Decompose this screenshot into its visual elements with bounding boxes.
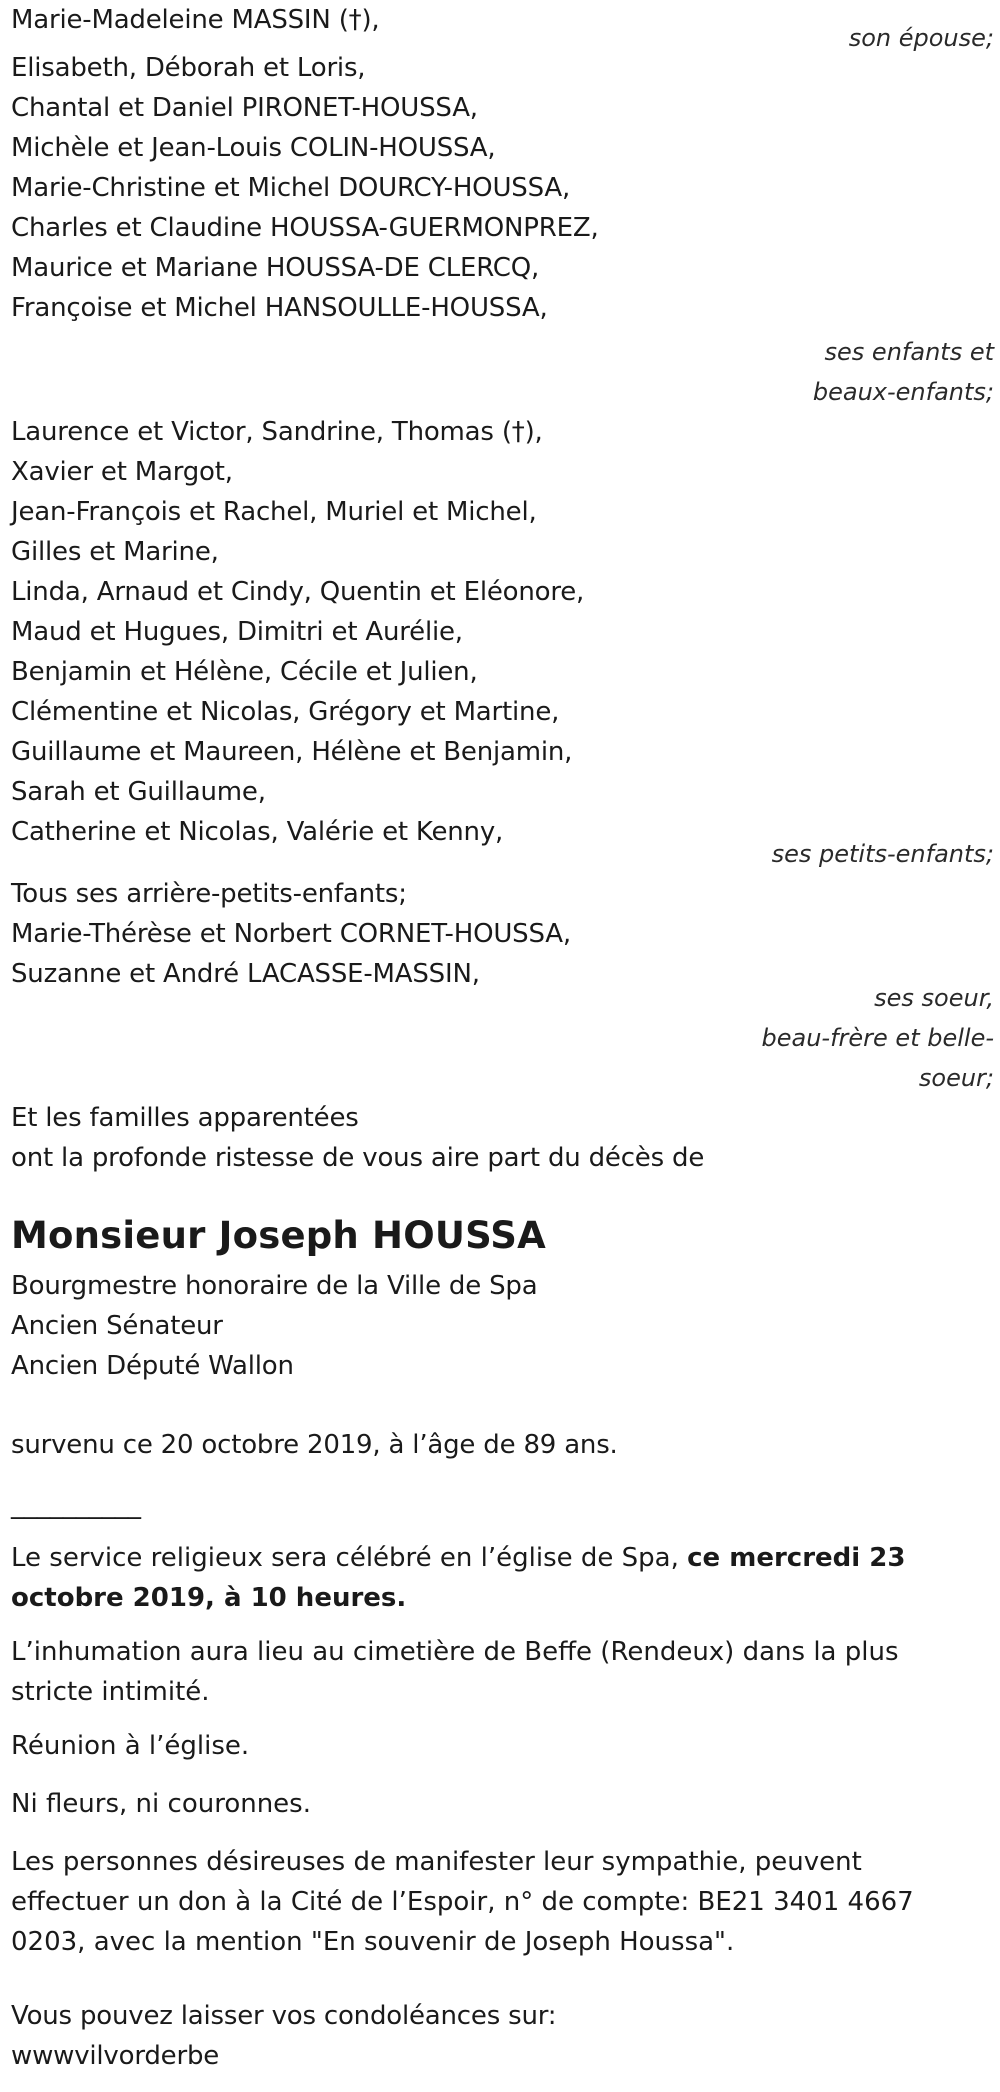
grandchild-line: Jean-François et Rachel, Muriel et Michel, bbox=[11, 497, 537, 527]
children-section bbox=[11, 48, 994, 328]
child-line: Charles et Claudine HOUSSA-GUERMONPREZ, bbox=[11, 213, 599, 243]
spouse-relation: son épouse; bbox=[848, 24, 994, 52]
death-line: survenu ce 20 octobre 2019, à l’âge de 89 ans. bbox=[11, 1430, 618, 1460]
deceased-titles bbox=[11, 1266, 994, 1386]
children-relation-line: ses enfants et bbox=[824, 338, 994, 366]
siblings-relation-line: soeur; bbox=[918, 1064, 994, 1092]
meeting-paragraph: Réunion à l’église. bbox=[11, 1731, 250, 1761]
spouse-line: Marie-Madeleine MASSIN (†), bbox=[11, 5, 380, 35]
siblings-relation-line: ses soeur, bbox=[874, 984, 994, 1012]
deceased-title: Ancien Sénateur bbox=[11, 1311, 223, 1341]
donation-paragraph: Les personnes désireuses de manifester leur sympathie, peuvent effectuer un don à la Cité de l’Espoir, n° de compte: BE21 3401 4667 0203, avec la mention "En souvenir de Joseph Houssa". bbox=[11, 1847, 914, 1957]
condolences-link[interactable]: wwwvilvorderbe bbox=[11, 2041, 220, 2071]
grandchild-line: Clémentine et Nicolas, Grégory et Martine, bbox=[11, 697, 560, 727]
service-paragraph bbox=[11, 1538, 971, 1618]
child-line: Maurice et Mariane HOUSSA-DE CLERCQ, bbox=[11, 253, 540, 283]
siblings-relation-line: beau-frère et belle- bbox=[761, 1024, 994, 1052]
child-line: Françoise et Michel HANSOULLE-HOUSSA, bbox=[11, 293, 548, 323]
child-line: Elisabeth, Déborah et Loris, bbox=[11, 53, 366, 83]
condolences-section bbox=[11, 1996, 994, 2076]
grandchildren-section bbox=[11, 412, 994, 852]
deceased-title: Ancien Député Wallon bbox=[11, 1351, 294, 1381]
divider: __________ bbox=[11, 1490, 141, 1520]
sibling-line: Marie-Thérèse et Norbert CORNET-HOUSSA, bbox=[11, 919, 571, 949]
child-line: Michèle et Jean-Louis COLIN-HOUSSA, bbox=[11, 133, 496, 163]
sibling-line: Suzanne et André LACASSE-MASSIN, bbox=[11, 959, 480, 989]
deceased-name: Monsieur Joseph HOUSSA bbox=[11, 1214, 546, 1257]
grandchild-line: Benjamin et Hélène, Cécile et Julien, bbox=[11, 657, 478, 687]
closing-line: Et les familles apparentées bbox=[11, 1103, 359, 1133]
flowers-paragraph: Ni fleurs, ni couronnes. bbox=[11, 1789, 311, 1819]
burial-paragraph: L’inhumation aura lieu au cimetière de Beffe (Rendeux) dans la plus stricte intimité. bbox=[11, 1637, 899, 1707]
child-line: Marie-Christine et Michel DOURCY-HOUSSA, bbox=[11, 173, 571, 203]
deceased-title: Bourgmestre honoraire de la Ville de Spa bbox=[11, 1271, 538, 1301]
grandchild-line: Sarah et Guillaume, bbox=[11, 777, 266, 807]
child-line: Chantal et Daniel PIRONET-HOUSSA, bbox=[11, 93, 478, 123]
condolences-label: Vous pouvez laisser vos condoléances sur: bbox=[11, 2001, 557, 2031]
grandchild-line: Catherine et Nicolas, Valérie et Kenny, bbox=[11, 817, 504, 847]
closing-section bbox=[11, 1098, 994, 1178]
service-text: Le service religieux sera célébré en l’église de Spa, bbox=[11, 1543, 688, 1573]
children-relation-line: beaux-enfants; bbox=[812, 378, 994, 406]
grandchild-line: Linda, Arnaud et Cindy, Quentin et Eléonore, bbox=[11, 577, 585, 607]
grandchild-line: Maud et Hugues, Dimitri et Aurélie, bbox=[11, 617, 463, 647]
grandchild-line: Gilles et Marine, bbox=[11, 537, 219, 567]
siblings-section bbox=[11, 874, 994, 994]
grandchild-line: Guillaume et Maureen, Hélène et Benjamin, bbox=[11, 737, 573, 767]
sibling-line: Tous ses arrière-petits-enfants; bbox=[11, 879, 407, 909]
service-date: ce mercredi 23 octobre 2019, à 10 heures. bbox=[11, 1543, 906, 1613]
grandchild-line: Laurence et Victor, Sandrine, Thomas (†), bbox=[11, 417, 543, 447]
children-relation bbox=[594, 332, 994, 412]
closing-line: ont la profonde ristesse de vous aire part du décès de bbox=[11, 1143, 705, 1173]
grandchild-line: Xavier et Margot, bbox=[11, 457, 233, 487]
siblings-relation bbox=[594, 978, 994, 1098]
grandchildren-relation: ses petits-enfants; bbox=[771, 840, 994, 868]
